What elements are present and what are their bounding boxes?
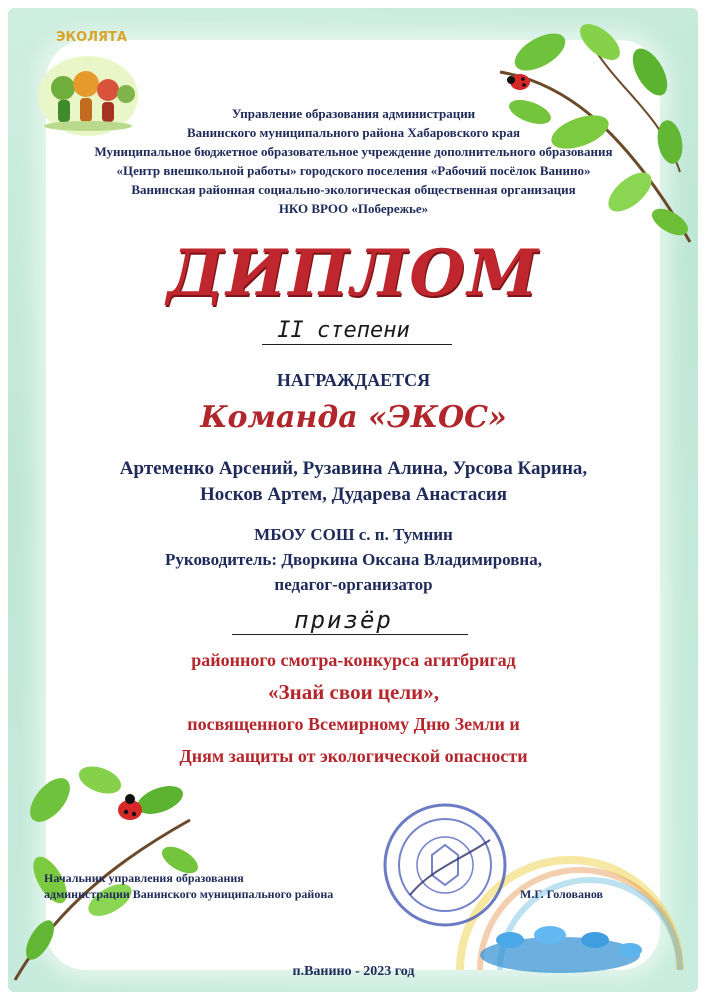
org-line-4: «Центр внешкольной работы» городского поселения «Рабочий посёлок Ванино»: [116, 163, 591, 178]
signer-title-line-1: Начальник управления образования: [44, 871, 244, 885]
org-line-2: Ванинского муниципального района Хабаровского края: [186, 125, 521, 140]
org-line-6: НКО ВРОО «Побережье»: [278, 201, 429, 216]
org-line-3: Муниципальное бюджетное образовательное учреждение дополнительного образования: [94, 144, 613, 159]
ladybug-bottom: [118, 794, 142, 820]
awarded-label: НАГРАЖДАЕТСЯ: [276, 370, 431, 390]
signer-name: М.Г. Голованов: [520, 887, 604, 901]
degree-underline: [262, 344, 452, 345]
contest-title: «Знай свои цели»,: [268, 680, 439, 704]
ladybug-top: [507, 74, 530, 90]
members-line-2: Носков Артем, Дударева Анастасия: [199, 484, 507, 505]
character-2: [73, 71, 99, 97]
org-header: [0, 104, 707, 218]
character-3: [97, 79, 119, 101]
team-name: Команда «ЭКОС»: [200, 400, 507, 435]
character-4: [117, 85, 135, 103]
contest-line-3: посвященного Всемирному Дню Земли и: [187, 714, 520, 734]
contest-line-4: Дням защиты от экологической опасности: [179, 746, 528, 766]
school-block: [0, 522, 707, 597]
contest-line-1: районного смотра-конкурса агитбригад: [191, 650, 516, 670]
signer-title-line-2: администрации Ванинского муниципального района: [44, 887, 334, 901]
official-stamp: [380, 800, 510, 930]
members-line-1: Артеменко Арсений, Рузавина Алина, Урсова Карина,: [119, 458, 588, 479]
org-line-5: Ванинская районная социально-экологическая общественная организация: [131, 182, 576, 197]
leader-line-1: Руководитель: Дворкина Оксана Владимировна,: [165, 550, 542, 569]
leader-line-2: педагог-организатор: [274, 575, 433, 594]
footer-place-year: п.Ванино - 2023 год: [292, 964, 415, 979]
diploma-title: ДИПЛОМ: [166, 236, 541, 311]
members: [0, 456, 707, 508]
org-line-1: Управление образования администрации: [231, 106, 476, 121]
result-handwritten: призёр: [294, 606, 393, 634]
degree-handwritten: II степени: [277, 318, 410, 343]
character-1: [51, 76, 75, 100]
logo-text: ЭКОЛЯТА: [56, 30, 127, 45]
contest-block: [0, 644, 707, 772]
signer-title: [44, 870, 333, 902]
leaves-bottom-left: [10, 740, 210, 990]
result-underline: [232, 634, 468, 635]
school-name: МБОУ СОШ с. п. Тумнин: [254, 525, 453, 544]
